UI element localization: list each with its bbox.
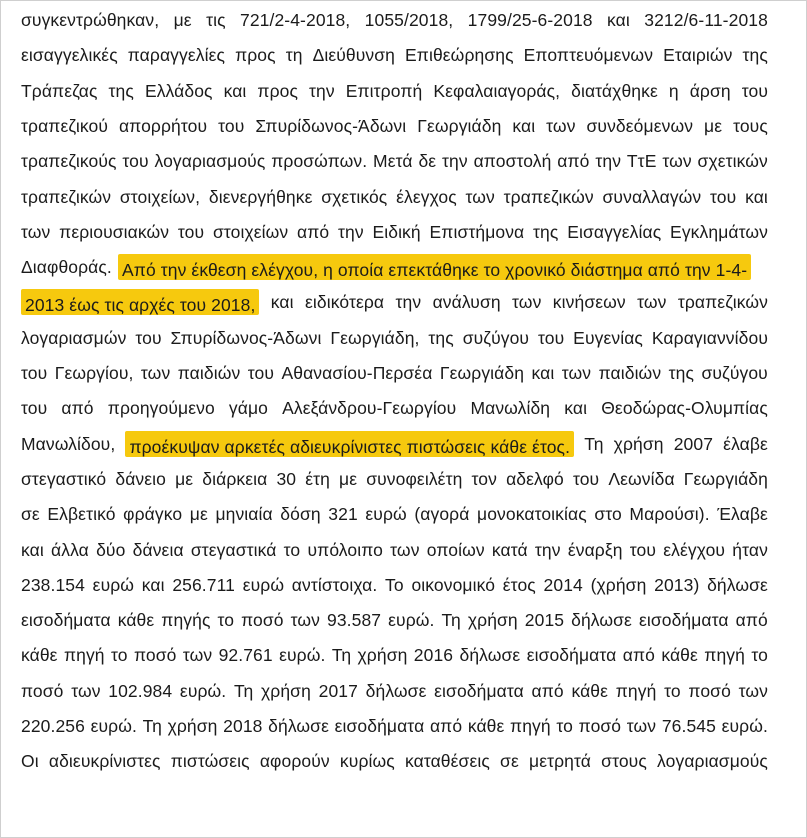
word: και [223,80,247,101]
word: Ειδική [372,221,421,242]
word: η [668,80,679,101]
word: του [710,186,737,207]
word: με [175,468,194,489]
word: αντίστοιχα. [291,574,378,595]
word: Τη [441,610,461,631]
word: τις [206,10,226,30]
word: την [595,151,622,172]
word: στους [601,751,647,772]
word: Λεωνίδα [608,468,675,489]
word: χρήση [261,680,311,701]
word: πιστώσεις [170,751,250,772]
text-line [21,7,768,33]
text-line [21,713,768,739]
word: τους [733,115,768,136]
highlighted-passage: 2013 έως τις αρχές του 2018, [21,289,259,315]
word: το [664,680,681,701]
word: 2014 [543,574,583,595]
word: κάθε [21,645,58,666]
word: διενεργήθηκε [208,186,313,207]
word: ευρώ. [90,716,137,736]
word: των [637,292,667,313]
word: τη [285,45,303,66]
word: οποίων [426,539,485,560]
word: διατάχθηκε [571,80,658,101]
word: χρήση [467,610,518,631]
word: κάθε [571,680,609,701]
word: 2016 [413,645,454,666]
word: των [390,539,420,560]
word: στεγαστικά [190,539,277,560]
word: των [21,221,51,242]
word: των [465,186,495,207]
word: κατά [491,539,528,560]
word: σε [500,751,519,772]
word: δε [418,151,437,172]
word: από [557,151,590,172]
word: την [442,151,468,172]
word: 220.256 [21,716,85,736]
word: του [122,151,149,172]
word: 30 [276,468,297,489]
word: συνοφειλέτη [366,468,463,489]
word: την [534,539,561,560]
word: καταθέσεις [404,751,490,772]
word: με [339,468,358,489]
word: διάρκεια [202,468,268,489]
word: από [429,716,463,736]
word: των [546,115,576,136]
word: άλλα [51,539,89,560]
text-line [21,466,768,492]
word: ευρώ. [721,716,768,736]
text-line [21,254,768,280]
word: τραπεζικών [677,292,768,313]
word: εισοδήματα [334,716,425,736]
word: έναρξη [567,539,623,560]
word: δήλωσε [268,716,329,736]
word: δήλωσε [571,610,632,631]
word: και [564,398,588,419]
word: ήταν [732,539,768,560]
word: ευρώ [365,504,407,525]
word: 2015 [524,610,565,631]
word: και [270,292,294,313]
word: μονοκατοικίας [477,504,587,525]
word: κάθε [661,645,698,666]
word: κυρίως [339,751,395,772]
word: Μανωλίδου, [21,433,116,454]
word: του [218,115,245,136]
word: του [21,363,48,383]
word: των [512,292,542,313]
text-line [21,289,768,315]
word: αδιευκρίνιστες [48,751,161,772]
word: παραγγελίες [127,45,226,66]
word: του [21,398,48,419]
word: πηγής [161,610,211,631]
word: Τη [584,433,604,454]
word: το [217,610,235,631]
word: προς [235,45,276,66]
text-line [21,501,768,527]
text-line [21,395,768,421]
text-line [21,607,768,633]
text-line [21,572,768,598]
word: έτη [305,468,330,489]
word: και [512,115,536,136]
word: συγκεντρώθηκαν, [21,10,160,30]
word: ευρώ [242,574,285,595]
text-line [21,184,768,210]
word: Γεωργιάδη [417,115,502,136]
word: χρήση [167,716,218,736]
word: ευρώ [92,574,135,595]
word: στο [594,504,622,525]
word: και [607,10,630,30]
word: έλαβε [723,433,768,454]
word: Αλεξάνδρου-Γεωργίου [282,398,457,419]
word: το [283,539,301,560]
word: δύο [96,539,126,560]
word: χρήση [357,645,408,666]
word: άρση [689,80,731,101]
word: δάνεια [132,539,184,560]
word: των [662,151,692,172]
word: Γεωργιάδη [683,468,768,489]
word: συναλλαγών [602,186,702,207]
word: συνδεόμενων [586,115,694,136]
text-line [21,113,768,139]
word: του [538,327,565,348]
word: 102.984 [108,680,173,701]
word: και [141,574,165,595]
word: Τράπεζας [21,80,98,101]
word: της [108,80,134,101]
word: δήλωσε [365,680,427,701]
word: χρήση [613,433,664,454]
word: Διεύθυνση [312,45,395,66]
word: Τη [233,680,254,701]
text-line [21,360,768,386]
word: με [704,115,723,136]
word: ευρώ. [279,645,326,666]
word: Σπυρίδωνος-Άδωνι [170,327,322,348]
word: σε [21,504,40,525]
word: προς [257,80,299,101]
word: προηγούμενο [107,398,215,419]
word: τραπεζικούς [21,151,117,172]
text-line [21,642,768,668]
word: εισοδήματα [526,645,617,666]
word: λογαριασμούς [657,751,768,772]
word: συζύγου [462,327,530,348]
word: της [533,221,559,242]
word: Εταιριών [663,45,733,66]
word: 2013) [654,574,700,595]
word: ποσό [688,680,731,701]
word: πηγή [510,716,551,736]
word: ανάλυση [432,292,501,313]
word: έτος [502,574,536,595]
word: ποσό [241,610,284,631]
word: τραπεζικών [21,186,112,207]
word: της [668,363,694,383]
word: σχετικών [697,151,768,172]
word: κάθε [117,610,155,631]
word: Έλαβε [717,504,768,525]
word: ποσό [21,680,64,701]
word: λογαριασμών [21,327,127,348]
highlighted-passage: προέκυψαν αρκετές αδιευκρίνιστες πιστώσεις κάθε έτος. [125,431,574,457]
word: και [21,539,44,560]
word: παιδιών [598,363,662,383]
word: τον [471,468,497,489]
document-body [21,10,786,833]
word: κινήσεων [552,292,626,313]
word: Ελλάδος [144,80,213,101]
word: προσώπων. [271,151,368,172]
word: και [531,363,555,383]
text-line [21,748,768,774]
word: την [338,221,364,242]
word: του [572,468,600,489]
word: με [173,10,192,30]
word: Επιθεώρησης [405,45,514,66]
word: Γεωργιάδη, [330,327,420,348]
text-line [21,219,768,245]
word: του [247,363,275,383]
word: Καραγιαννίδου [651,327,768,348]
word: την [309,80,335,101]
word: ελέγχου [663,539,726,560]
word: Αθανασίου-Περσέα [281,363,433,383]
word: λογαριασμούς [154,151,266,172]
word: απορρήτου [118,115,208,136]
word: τραπεζικών [503,186,594,207]
word: δήλωσε [459,645,521,666]
word: δόση [280,504,321,525]
word: από [622,645,655,666]
word: Εποπτευόμενων [523,45,654,66]
word: 2017 [318,680,358,701]
word: των [738,680,768,701]
word: εισοδήματα [638,610,729,631]
word: στοιχείων [212,221,289,242]
word: Γεωργιάδη [439,363,525,383]
word: συζύγου [701,363,768,383]
word: 2018 [223,716,263,736]
word: 1055/2018, [364,10,454,30]
word: έλεγχος [396,186,457,207]
word: (χρήση [590,574,647,595]
word: την [395,292,422,313]
text-line [21,42,768,68]
text-line [21,537,768,563]
word: ειδικότερα [305,292,385,313]
word: μετρητά [529,751,591,772]
word: Μαρούσι). [629,504,710,525]
word: του [741,80,768,101]
word: οικονομικό [411,574,496,595]
word: των [626,716,657,736]
word: εισαγγελικές [21,45,118,66]
word: του [177,221,205,242]
word: το [751,645,768,666]
word: Τη [331,645,352,666]
word: ποσό [133,645,177,666]
word: Επιστήμονα [429,221,525,242]
word: Εγκλημάτων [670,221,768,242]
word: αφορούν [259,751,330,772]
word: Γεωργίου, [54,363,134,383]
word: Κεφαλαιαγοράς, [433,80,561,101]
text-line [21,78,768,104]
word: με [189,504,208,525]
word: 2007 [673,433,714,454]
word: 321 [328,504,358,525]
word: ευρώ. [388,610,435,631]
text-line [21,325,768,351]
word: Ευγενίας [573,327,643,348]
word: Επιτροπή [345,80,423,101]
word: 256.711 [172,574,235,595]
word: τραπεζικού [21,115,108,136]
word: Οι [21,751,39,772]
word: πηγή [63,645,105,666]
word: Τη [142,716,162,736]
word: 238.154 [21,574,85,595]
word: στεγαστικό [21,468,107,489]
word: από [531,680,564,701]
word: 721/2-4-2018, [240,10,351,30]
word: υπόλοιπο [307,539,383,560]
word: πηγή [615,680,657,701]
word: Σπυρίδωνος-Άδωνι [255,115,407,136]
highlighted-passage: Από την έκθεση ελέγχου, η οποία επεκτάθηκε το χρονικό διάστημα από την 1-4- [118,254,751,280]
word: πηγή [704,645,745,666]
word: αποστολή [473,151,552,172]
word: από [297,221,330,242]
word: ευρώ. [179,680,227,701]
word: 1799/25-6-2018 [467,10,593,30]
word: Διαφθοράς. [21,257,112,278]
word: Μετά [373,151,413,172]
text-line [21,678,768,704]
word: Εισαγγελίας [567,221,662,242]
word: δάνειο [115,468,166,489]
word: 93.587 [327,610,382,631]
word: της [742,45,768,66]
word: από [735,610,768,631]
word: δήλωσε [707,574,768,595]
word: του [135,327,162,348]
word: (αγορά [414,504,470,525]
word: κάθε [467,716,505,736]
word: φράγκο [123,504,183,525]
word: αδελφό [506,468,564,489]
word: 76.545 [661,716,716,736]
word: εισοδήματα [21,610,111,631]
word: του [629,539,657,560]
word: Το [385,574,404,595]
word: γάμο [228,398,268,419]
word: στοιχείων, [119,186,201,207]
word: 92.761 [218,645,273,666]
word: των [140,363,171,383]
word: το [556,716,573,736]
word: σχετικός [321,186,388,207]
word: των [290,610,321,631]
word: των [182,645,213,666]
word: μηνιαία [215,504,273,525]
text-line [21,148,768,174]
text-line [21,431,768,457]
word: από [61,398,94,419]
word: περιουσιακών [59,221,170,242]
word: εισοδήματα [434,680,524,701]
word: Μανωλίδη [470,398,551,419]
word: παιδιών [177,363,241,383]
word: 3212/6-11-2018 [644,10,768,30]
word: των [561,363,592,383]
word: ΤτΕ [626,151,657,172]
word: Ελβετικό [47,504,116,525]
word: και [745,186,768,207]
word: των [71,680,101,701]
word: το [111,645,128,666]
word: ποσό [578,716,622,736]
word: Θεοδώρας-Ολυμπίας [601,398,768,419]
word: της [428,327,454,348]
